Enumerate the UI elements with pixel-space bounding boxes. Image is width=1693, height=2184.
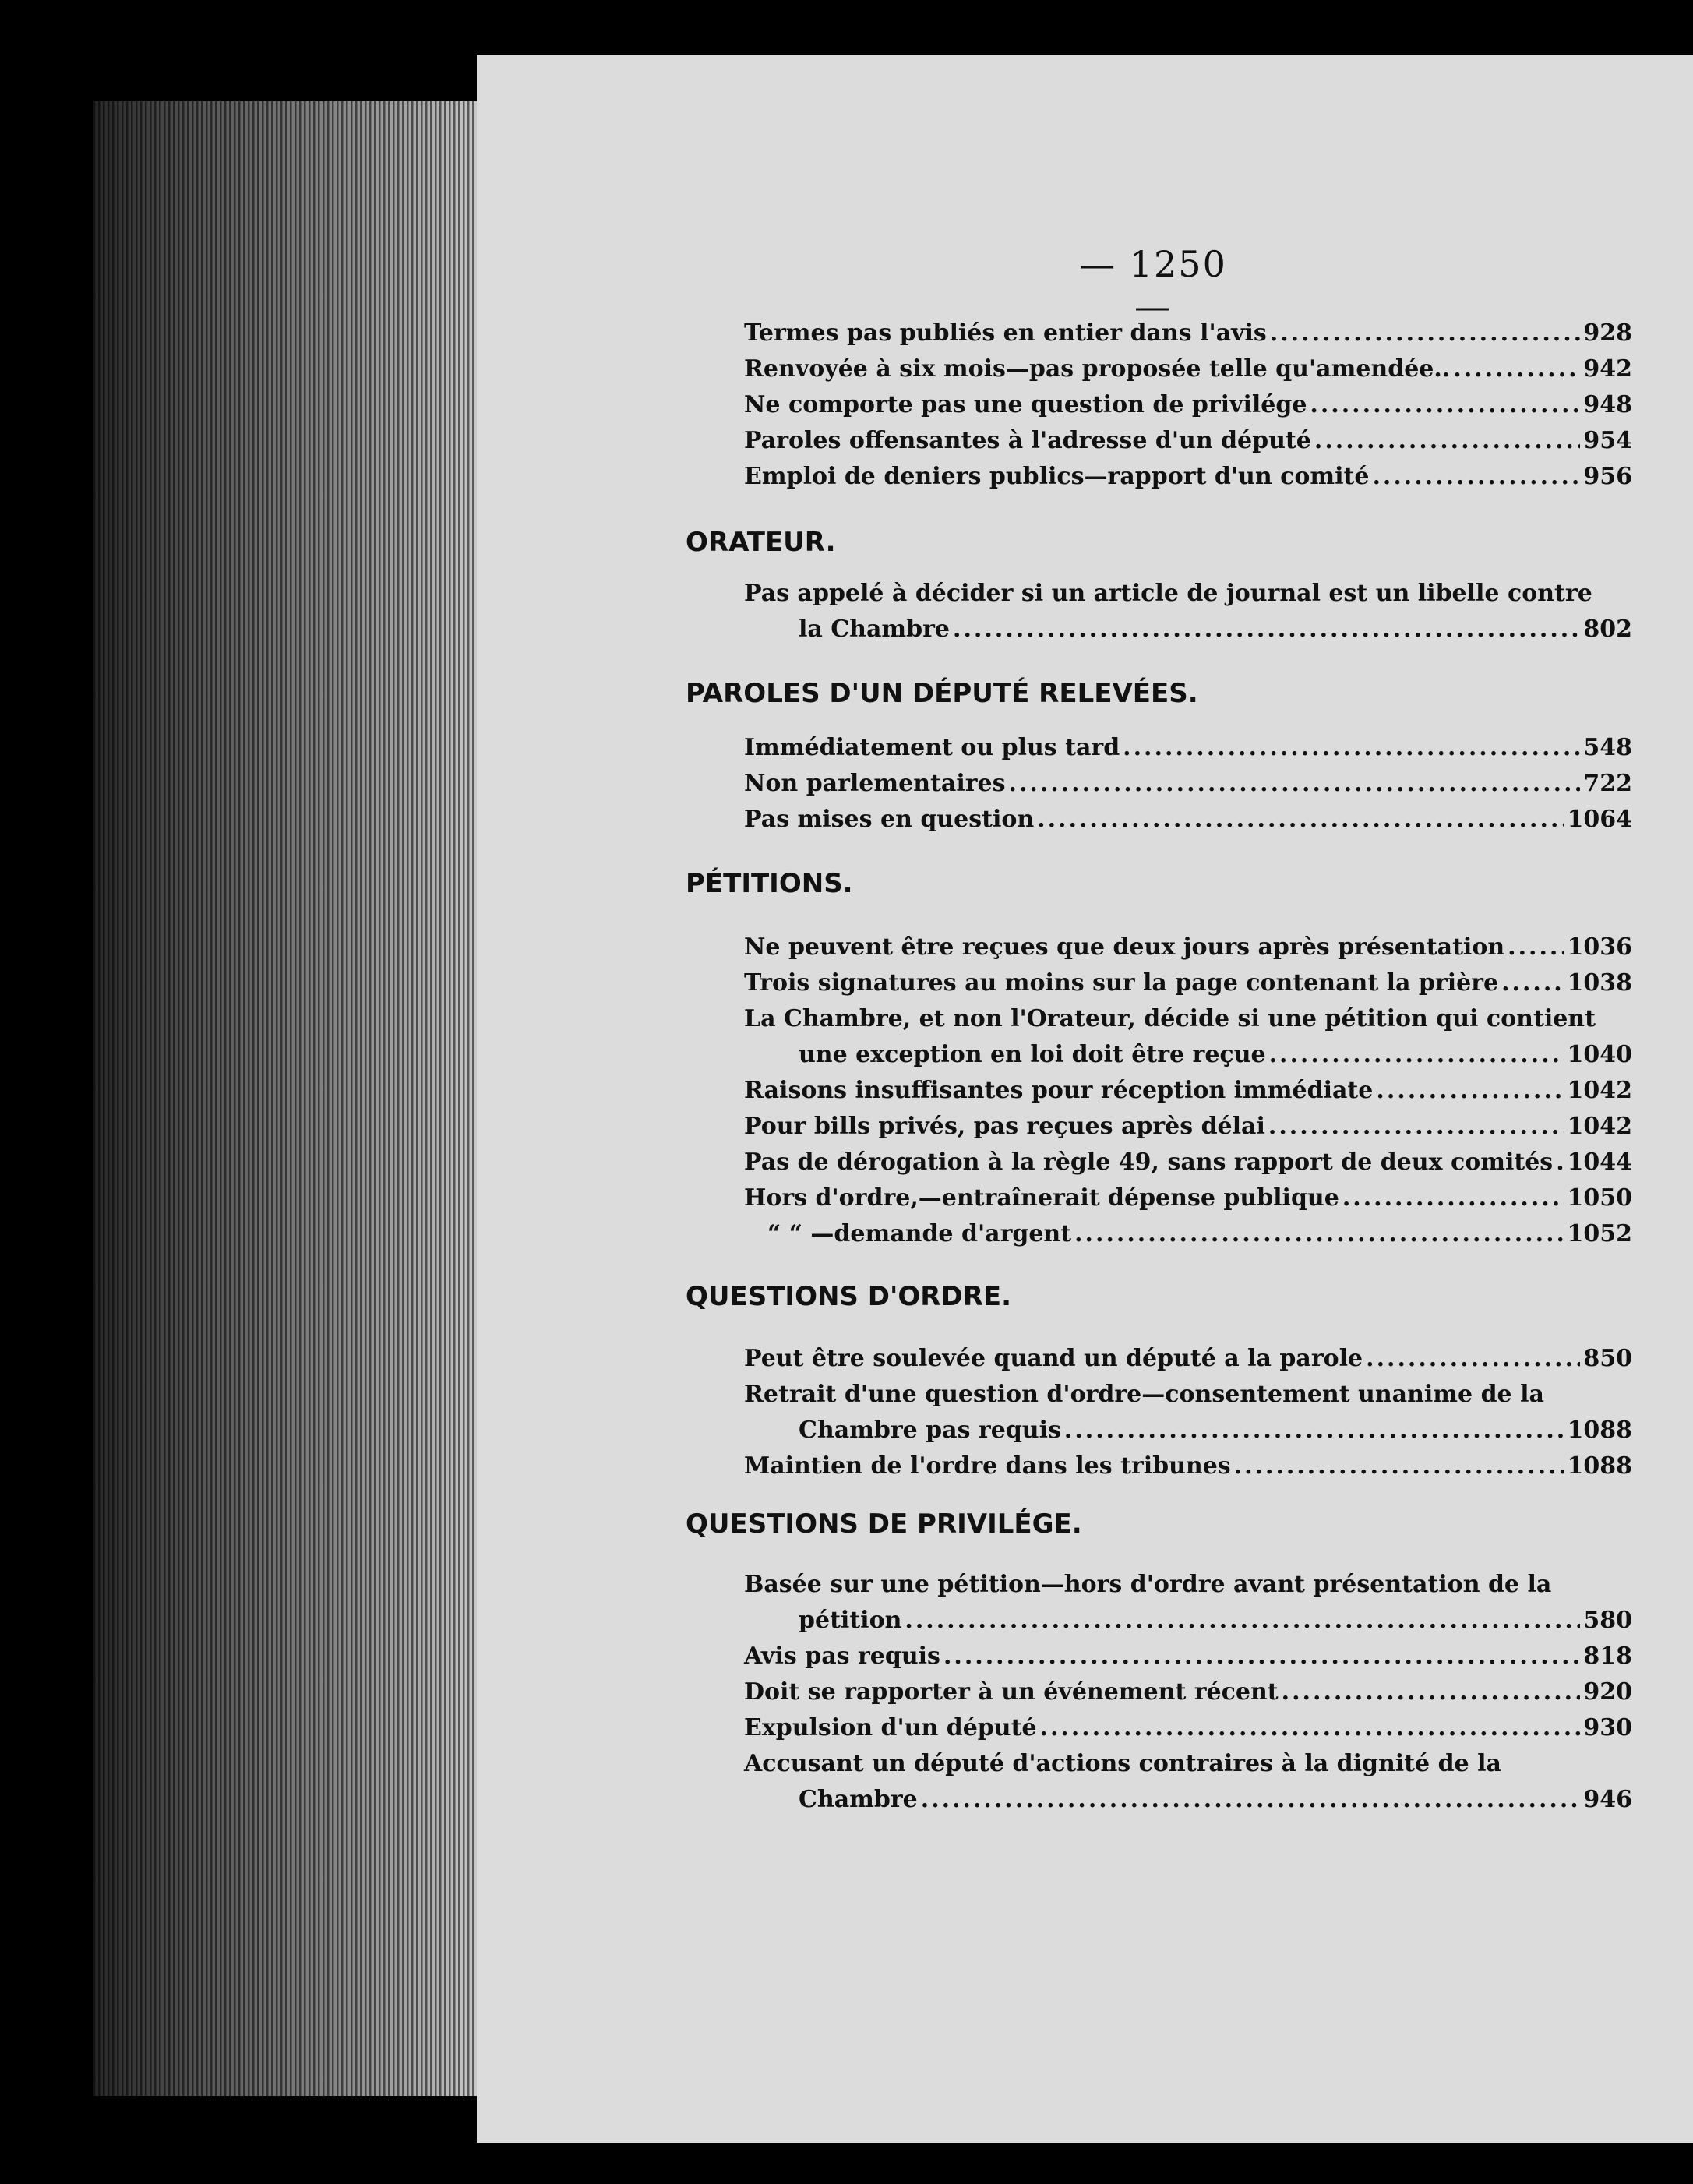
index-entry: Pas de dérogation à la règle 49, sans rapport de deux comités ..... 1044 <box>744 1148 1632 1176</box>
index-entry: Non parlementaires ..... 722 <box>744 770 1632 797</box>
index-entry: Avis pas requis ..... 818 <box>744 1642 1632 1670</box>
index-entry: Hors d'ordre,—entraînerait dépense publique ..... 1050 <box>744 1184 1632 1212</box>
index-entry: Trois signatures au moins sur la page contenant la prière ..... 1038 <box>744 969 1632 997</box>
index-entry: Chambre ..... 946 <box>799 1786 1632 1813</box>
index-entry: Ne comporte pas une question de privilége ..... 948 <box>744 391 1632 418</box>
index-entry: Pas mises en question ..... 1064 <box>744 806 1632 833</box>
index-entry: Termes pas publiés en entier dans l'avis ..... 928 <box>744 319 1632 347</box>
section-heading-orateur: ORATEUR. <box>686 527 836 558</box>
index-entry-line: La Chambre, et non l'Orateur, décide si une pétition qui contient <box>744 1005 1596 1032</box>
section-heading-questions-privilege: QUESTIONS DE PRIVILÉGE. <box>686 1508 1082 1540</box>
index-entry-line: Basée sur une pétition—hors d'ordre avant présentation de la <box>744 1571 1552 1598</box>
index-entry: Expulsion d'un député ..... 930 <box>744 1714 1632 1741</box>
index-entry: Pour bills privés, pas reçues après délai ..... 1042 <box>744 1113 1632 1140</box>
index-entry-line: Accusant un député d'actions contraires à la dignité de la <box>744 1750 1501 1777</box>
index-entry-line: Pas appelé à décider si un article de journal est un libelle contre <box>744 580 1592 607</box>
book-page-edges <box>93 101 479 2096</box>
index-entry: la Chambre ..... 802 <box>799 616 1632 643</box>
index-entry: “ “ —demande d'argent ..... 1052 <box>767 1220 1632 1247</box>
section-heading-petitions: PÉTITIONS. <box>686 868 853 899</box>
index-entry: Peut être soulevée quand un député a la parole ..... 850 <box>744 1345 1632 1372</box>
index-entry-line: Retrait d'une question d'ordre—consentement unanime de la <box>744 1381 1544 1408</box>
index-entry: Doit se rapporter à un événement récent ..... 920 <box>744 1678 1632 1706</box>
index-entry: Chambre pas requis ..... 1088 <box>799 1417 1632 1444</box>
index-entry: Immédiatement ou plus tard ..... 548 <box>744 734 1632 761</box>
page-number: — 1250 — <box>1079 243 1227 327</box>
index-entry: Paroles offensantes à l'adresse d'un député ..... 954 <box>744 427 1632 454</box>
index-entry: Raisons insuffisantes pour réception immédiate ..... 1042 <box>744 1077 1632 1104</box>
index-entry: pétition ..... 580 <box>799 1607 1632 1634</box>
index-entry: une exception en loi doit être reçue ..... 1040 <box>799 1041 1632 1068</box>
index-entry: Emploi de deniers publics—rapport d'un comité ..... 956 <box>744 463 1632 490</box>
section-heading-paroles: PAROLES D'UN DÉPUTÉ RELEVÉES. <box>686 678 1198 709</box>
index-entry: Ne peuvent être reçues que deux jours après présentation ..... 1036 <box>744 933 1632 961</box>
index-entry: Renvoyée à six mois—pas proposée telle qu'amendée.. ..... 942 <box>744 355 1632 383</box>
section-heading-questions-ordre: QUESTIONS D'ORDRE. <box>686 1281 1012 1312</box>
index-entry: Maintien de l'ordre dans les tribunes ..... 1088 <box>744 1452 1632 1480</box>
